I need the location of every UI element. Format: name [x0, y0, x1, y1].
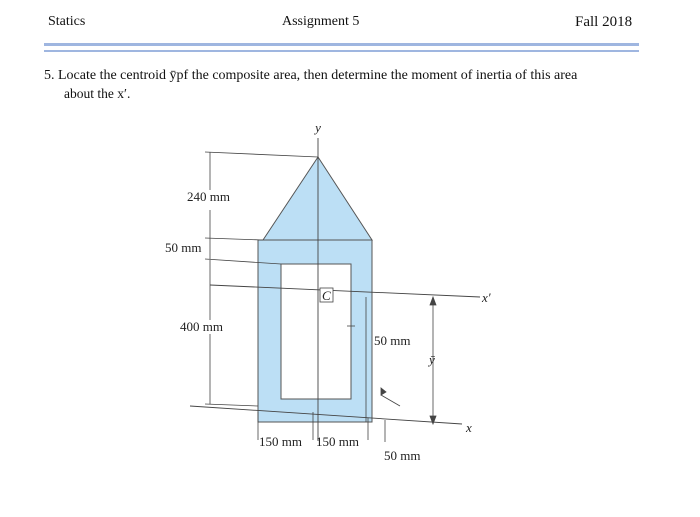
triangle-region [263, 157, 372, 240]
rectangle-cutout [281, 264, 351, 399]
x-axis-label: x [466, 420, 472, 435]
dim-50-left-label: 50 mm [165, 240, 202, 255]
problem-text-line-1: 5. Locate the centroid ȳpf the composite area, then determine the moment of inertia of this area [44, 68, 578, 83]
assignment-title: Assignment 5 [282, 14, 360, 29]
y-axis-label: y [315, 120, 321, 135]
dim-50-right-label: 50 mm [374, 333, 411, 348]
centroid-label: C [322, 288, 331, 303]
dim-240-label: 240 mm [187, 189, 230, 204]
dim-150-left-label: 150 mm [259, 434, 302, 449]
y-bar-label: ȳ [429, 352, 435, 367]
term-label: Fall 2018 [575, 14, 633, 30]
course-title: Statics [48, 14, 86, 29]
x-prime-axis-label: x′ [482, 290, 491, 305]
dim-50-bottom-label: 50 mm [384, 448, 421, 463]
dim-150-right-label: 150 mm [316, 434, 359, 449]
problem-text-line-2: about the x′. [64, 86, 131, 101]
dim-400-label: 400 mm [180, 319, 223, 334]
